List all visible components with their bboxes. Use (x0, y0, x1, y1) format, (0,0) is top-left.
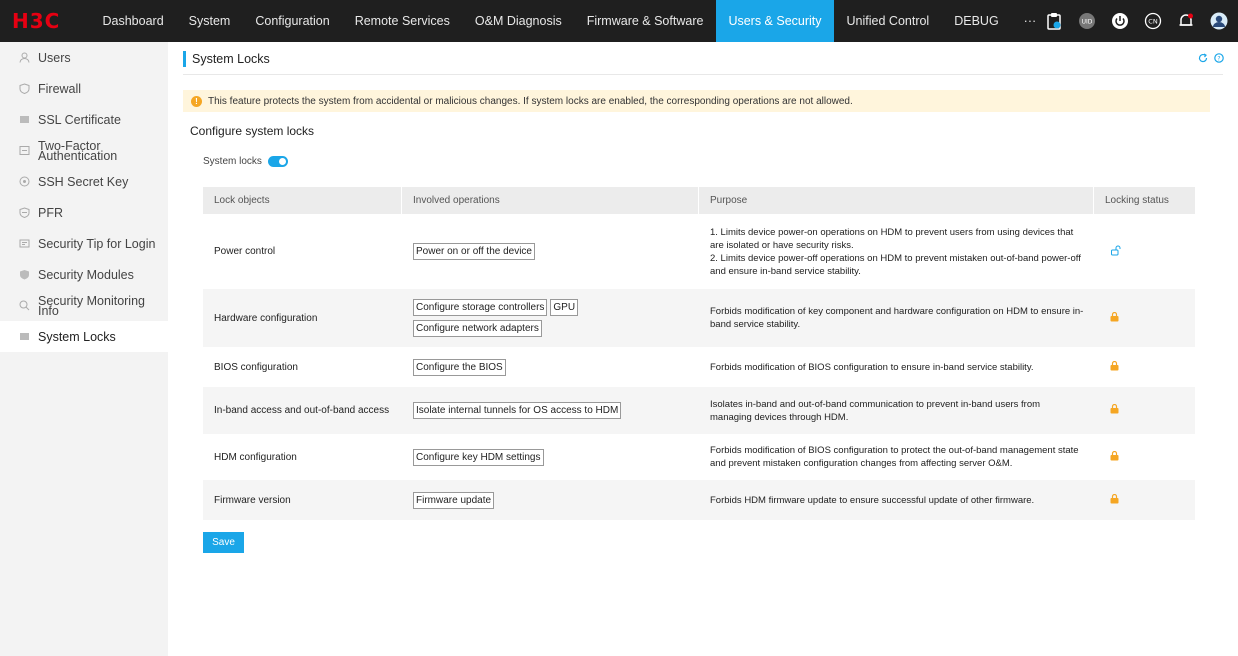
nav-configuration[interactable]: Configuration (255, 14, 330, 28)
purpose-cell: Forbids HDM firmware update to ensure successful update of other firmware. (710, 494, 1035, 506)
purpose-cell: Forbids modification of BIOS configuration to protect the out-of-band management state and prevent mistaken configuration changes from affecting server O&M. (710, 445, 1079, 469)
nav-dashboard[interactable]: Dashboard (102, 14, 164, 28)
operations-cell (402, 299, 699, 337)
operations-cell (402, 359, 699, 376)
bell-icon[interactable] (1177, 12, 1195, 30)
purpose-cell: 1. Limits device power-on operations on HDM to prevent users from using devices that are isolated or have security risks. 2. Limits device power-off operations on HDM to prevent mistaken out-of-band power-off and ensure in-band service stability. (710, 226, 1081, 277)
sidebar-item-security-monitoring[interactable] (0, 290, 168, 321)
system-locks-toggle[interactable] (268, 156, 288, 167)
lock-object: BIOS configuration (214, 361, 298, 373)
two-factor-icon (18, 145, 30, 157)
sidebar-item-ssl-certificate[interactable] (0, 104, 168, 135)
sidebar-item-label: SSL Certificate (38, 112, 121, 127)
sidebar-item-label: System Locks (38, 329, 116, 344)
locked-icon[interactable] (1110, 494, 1119, 507)
page-title: System Locks (183, 51, 270, 67)
lock-object: In-band access and out-of-band access (214, 405, 390, 416)
locking-status-cell (1094, 312, 1195, 325)
locking-status-cell (1094, 494, 1195, 507)
uid-label: UID (1081, 18, 1093, 26)
sidebar-item-two-factor[interactable] (0, 135, 168, 166)
shield-icon (18, 83, 30, 95)
help-icon[interactable] (1214, 52, 1224, 66)
sidebar-item-label: Security Modules (38, 267, 134, 282)
operation-tag: Power on or off the device (413, 243, 535, 260)
sidebar-item-system-locks[interactable] (0, 321, 168, 352)
header-purpose: Purpose (699, 187, 1094, 214)
sidebar-item-ssh-secret-key[interactable] (0, 166, 168, 197)
system-locks-toggle-row (203, 156, 288, 167)
user-avatar-icon[interactable] (1210, 12, 1228, 30)
sidebar-label-line2: Authentication (38, 148, 118, 163)
table-row (203, 434, 1195, 480)
table-row (203, 347, 1195, 387)
sidebar-item-label (38, 293, 145, 318)
table-row (203, 387, 1195, 434)
main-content (168, 42, 1238, 656)
notice-text: This feature protects the system from accidental or malicious changes. If system locks are enabled, the corresponding operations are not allowed. (208, 95, 853, 107)
language-icon[interactable] (1144, 12, 1162, 30)
nav-remote-services[interactable]: Remote Services (354, 14, 450, 28)
refresh-icon[interactable] (1198, 52, 1208, 66)
operations-cell (402, 449, 699, 466)
locking-status-cell (1094, 361, 1195, 374)
lock-object: Hardware configuration (214, 312, 318, 324)
sidebar-item-label: Security Tip for Login (38, 236, 156, 251)
operation-tag: Firmware update (413, 492, 494, 509)
save-button[interactable]: Save (203, 532, 244, 553)
clipboard-icon[interactable] (1045, 12, 1063, 30)
sidebar-item-security-tip[interactable] (0, 228, 168, 259)
nav-more[interactable]: ··· (1023, 14, 1037, 28)
table-row (203, 289, 1195, 347)
tip-icon (18, 238, 30, 250)
certificate-icon (18, 114, 30, 126)
sidebar-item-security-modules[interactable] (0, 259, 168, 290)
sidebar-item-label: Users (38, 50, 71, 65)
main-nav (90, 0, 1049, 42)
sidebar-item-label (38, 138, 118, 163)
users-icon (18, 52, 30, 64)
sidebar-item-firewall[interactable] (0, 73, 168, 104)
table-row (203, 480, 1195, 520)
lock-object: Power control (214, 246, 276, 257)
page-actions (1198, 52, 1224, 66)
lock-list-icon (18, 331, 30, 343)
locking-status-cell (1094, 451, 1195, 464)
section-title: Configure system locks (190, 124, 315, 138)
unlocked-icon[interactable] (1110, 245, 1121, 259)
nav-system[interactable]: System (188, 14, 231, 28)
operation-tag: Configure storage controllers (413, 299, 547, 316)
h3c-logo[interactable]: H3C (12, 9, 61, 33)
table-row (203, 214, 1195, 289)
sidebar-item-pfr[interactable] (0, 197, 168, 228)
locked-icon[interactable] (1110, 404, 1119, 417)
sidebar-label-line2: Info (38, 303, 59, 318)
nav-om-diagnosis[interactable]: O&M Diagnosis (474, 14, 562, 28)
operation-tag: GPU (550, 299, 578, 316)
operation-tag: Configure network adapters (413, 320, 542, 337)
sidebar-item-label: SSH Secret Key (38, 174, 129, 189)
lock-object: Firmware version (214, 494, 291, 506)
nav-firmware-software[interactable]: Firmware & Software (586, 14, 704, 28)
table-header (203, 187, 1195, 214)
operations-cell (402, 402, 699, 419)
operations-cell (402, 243, 699, 260)
sidebar-item-users[interactable] (0, 42, 168, 73)
locked-icon[interactable] (1110, 451, 1119, 464)
key-icon (18, 176, 30, 188)
warning-icon: ! (191, 96, 202, 107)
purpose-cell: Forbids modification of BIOS configuration to ensure in-band service stability. (710, 361, 1034, 373)
top-nav-bar (0, 0, 1238, 42)
title-divider (183, 74, 1223, 75)
locks-table (203, 187, 1195, 520)
header-lock-objects: Lock objects (203, 187, 402, 214)
header-locking-status: Locking status (1105, 195, 1169, 206)
sidebar-label-line1: Security Monitoring (38, 293, 145, 308)
top-icons (1045, 0, 1228, 42)
notice-banner (183, 90, 1210, 112)
power-icon[interactable] (1111, 12, 1129, 30)
nav-debug[interactable]: DEBUG (954, 14, 999, 28)
operations-cell (402, 492, 699, 509)
uid-icon[interactable] (1078, 12, 1096, 30)
pfr-icon (18, 207, 30, 219)
operation-tag: Configure key HDM settings (413, 449, 544, 466)
sidebar-item-label: PFR (38, 205, 63, 220)
locking-status-cell (1094, 404, 1195, 417)
nav-users-security[interactable]: Users & Security (716, 0, 834, 42)
nav-unified-control[interactable]: Unified Control (846, 14, 930, 28)
toggle-label: System locks (203, 156, 262, 167)
module-icon (18, 269, 30, 281)
svg-text:?: ? (1217, 55, 1221, 63)
purpose-cell: Forbids modification of key component and hardware configuration on HDM to ensure in-band service stability. (710, 306, 1084, 330)
sidebar-label-line1: Two-Factor (38, 138, 101, 153)
lang-label: CN (1148, 17, 1158, 26)
operation-tag: Isolate internal tunnels for OS access to HDM (413, 402, 621, 419)
locking-status-cell (1094, 245, 1195, 259)
locked-icon[interactable] (1110, 361, 1119, 374)
locked-icon[interactable] (1110, 312, 1119, 325)
sidebar (0, 42, 168, 656)
lock-object: HDM configuration (214, 451, 297, 463)
purpose-cell: Isolates in-band and out-of-band communication to prevent in-band users from managing devices through HDM. (710, 398, 1041, 423)
header-involved-operations: Involved operations (402, 187, 699, 214)
sidebar-item-label: Firewall (38, 81, 82, 96)
monitor-icon (18, 300, 30, 312)
operation-tag: Configure the BIOS (413, 359, 506, 376)
